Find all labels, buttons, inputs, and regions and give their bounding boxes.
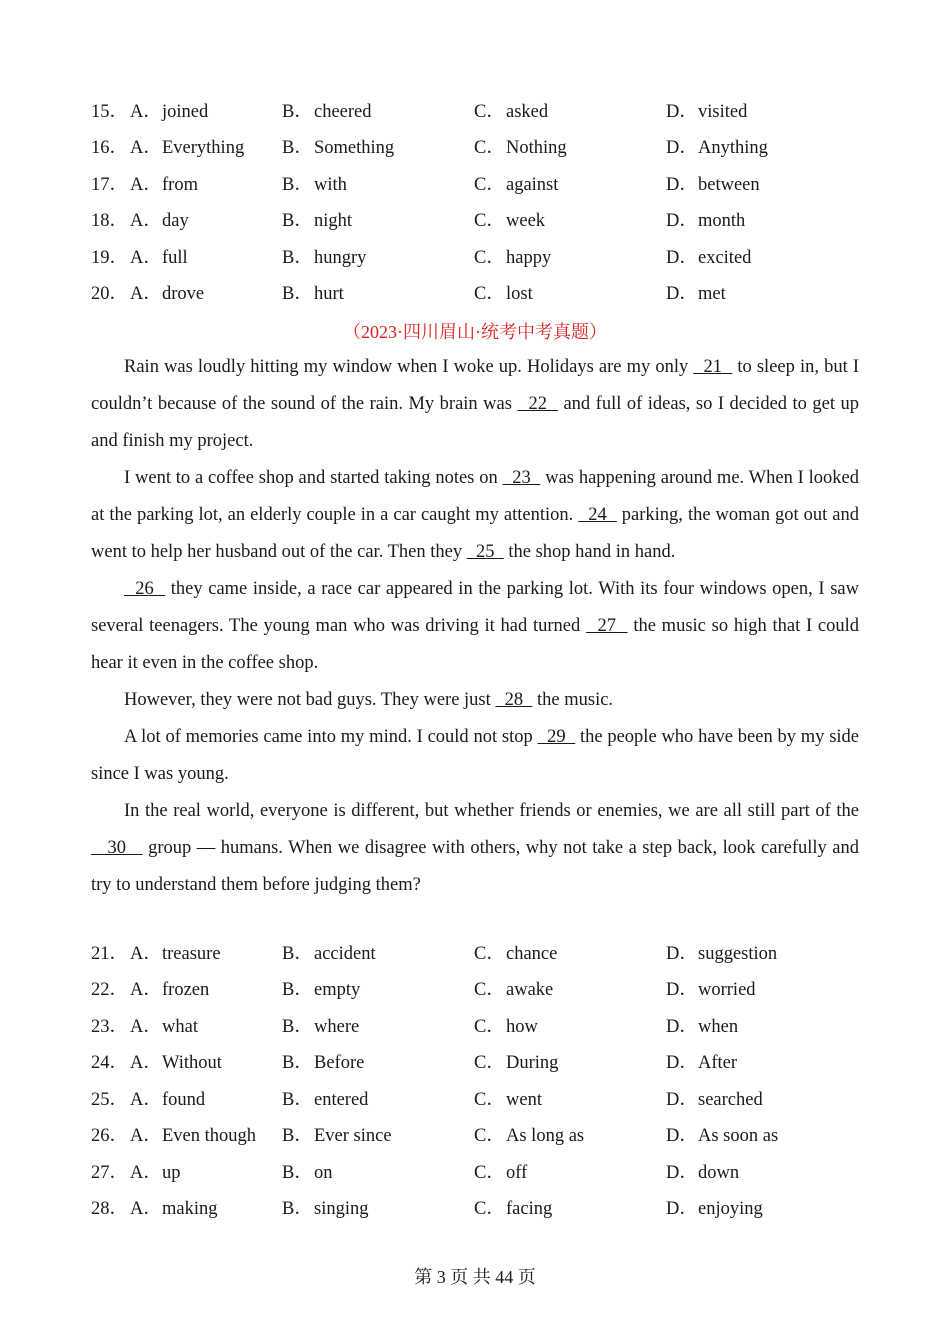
option-a: A．joined bbox=[130, 102, 209, 122]
option-d: D．enjoying bbox=[666, 1199, 763, 1219]
blank-26: 26 bbox=[124, 579, 166, 599]
option-b: B．night bbox=[282, 211, 353, 231]
question-number: 22． bbox=[91, 980, 129, 1000]
option-b: B．with bbox=[282, 175, 347, 195]
option-b: B．Before bbox=[282, 1053, 365, 1073]
option-b: B．Ever since bbox=[282, 1126, 392, 1146]
question-number: 20． bbox=[91, 284, 129, 304]
option-b: B．empty bbox=[282, 980, 361, 1000]
question-number: 15． bbox=[91, 102, 129, 122]
option-d: D．As soon as bbox=[666, 1126, 779, 1146]
option-a: A．day bbox=[130, 211, 189, 231]
option-d: D．month bbox=[666, 211, 746, 231]
option-c: C．Nothing bbox=[474, 138, 567, 158]
blank-29: 29 bbox=[537, 727, 576, 747]
option-d: D．worried bbox=[666, 980, 756, 1000]
option-c: C．chance bbox=[474, 944, 558, 964]
option-d: D．Anything bbox=[666, 138, 768, 158]
question-number: 19． bbox=[91, 248, 129, 268]
option-d: D．visited bbox=[666, 102, 748, 122]
option-c: C．awake bbox=[474, 980, 554, 1000]
option-a: A．Everything bbox=[130, 138, 245, 158]
option-a: A．found bbox=[130, 1090, 206, 1110]
option-b: B．cheered bbox=[282, 102, 372, 122]
blank-27: 27 bbox=[586, 616, 628, 636]
question-number: 27． bbox=[91, 1163, 129, 1183]
option-c: C．how bbox=[474, 1017, 538, 1037]
question-number: 21． bbox=[91, 944, 129, 964]
question-number: 17． bbox=[91, 175, 129, 195]
paragraph-4: However, they were not bad guys. They were just 28 the music. bbox=[124, 690, 614, 710]
question-number: 18． bbox=[91, 211, 129, 231]
blank-22: 22 bbox=[517, 394, 558, 414]
option-row bbox=[91, 1085, 871, 1115]
question-number: 24． bbox=[91, 1053, 129, 1073]
option-a: A．drove bbox=[130, 284, 205, 304]
option-row bbox=[91, 133, 871, 163]
option-c: C．week bbox=[474, 211, 546, 231]
option-c: C．facing bbox=[474, 1199, 553, 1219]
option-b: B．where bbox=[282, 1017, 360, 1037]
passage bbox=[91, 349, 859, 904]
option-c: C．During bbox=[474, 1053, 559, 1073]
option-b: B．accident bbox=[282, 944, 376, 964]
option-a: A．making bbox=[130, 1199, 218, 1219]
option-row bbox=[91, 939, 871, 969]
option-c: C．went bbox=[474, 1090, 542, 1110]
option-row bbox=[91, 279, 871, 309]
blank-21: 21 bbox=[693, 357, 733, 377]
option-row bbox=[91, 975, 871, 1005]
option-a: A．frozen bbox=[130, 980, 210, 1000]
option-c: C．lost bbox=[474, 284, 533, 304]
option-b: B．hurt bbox=[282, 284, 344, 304]
option-d: D．excited bbox=[666, 248, 752, 268]
option-b: B．Something bbox=[282, 138, 395, 158]
paragraph-2: I went to a coffee shop and started taking notes on 23 was happening around me. When I looked at the parking lot, an elderly couple in a car caught my attention. 24 parking, the woman got out and went to help her husband out of the car. Then they 25 the shop hand in hand. bbox=[91, 468, 860, 562]
question-number: 25． bbox=[91, 1090, 129, 1110]
blank-24: 24 bbox=[578, 505, 617, 525]
option-row bbox=[91, 1012, 871, 1042]
option-c: C．against bbox=[474, 175, 559, 195]
option-c: C．off bbox=[474, 1163, 528, 1183]
blank-25: 25 bbox=[466, 542, 504, 562]
page-footer: 第 3 页 共 44 页 bbox=[414, 1267, 536, 1287]
source-heading: （2023·四川眉山·统考中考真题） bbox=[343, 322, 607, 342]
option-d: D．down bbox=[666, 1163, 740, 1183]
option-b: B．hungry bbox=[282, 248, 367, 268]
option-a: A．Without bbox=[130, 1053, 222, 1073]
option-row bbox=[91, 1121, 871, 1151]
question-number: 26． bbox=[91, 1126, 129, 1146]
paragraph-1: Rain was loudly hitting my window when I woke up. Holidays are my only 21 to sleep in, but I couldn’t because of the sound of the rain. My brain was 22 and full of ideas, so I decided to get up and finish my project. bbox=[91, 357, 860, 451]
blank-23: 23 bbox=[502, 468, 541, 488]
blank-30: 30 bbox=[91, 838, 143, 858]
option-d: D．After bbox=[666, 1053, 738, 1073]
option-a: A．up bbox=[130, 1163, 181, 1183]
option-row bbox=[91, 1158, 871, 1188]
option-d: D．suggestion bbox=[666, 944, 778, 964]
option-c: C．asked bbox=[474, 102, 549, 122]
option-b: B．singing bbox=[282, 1199, 369, 1219]
option-row bbox=[91, 243, 871, 273]
option-d: D．when bbox=[666, 1017, 739, 1037]
option-a: A．Even though bbox=[130, 1126, 257, 1146]
option-c: C．happy bbox=[474, 248, 552, 268]
option-d: D．met bbox=[666, 284, 726, 304]
option-d: D．between bbox=[666, 175, 760, 195]
option-b: B．entered bbox=[282, 1090, 369, 1110]
option-row bbox=[91, 1194, 871, 1224]
question-number: 16． bbox=[91, 138, 129, 158]
blank-28: 28 bbox=[495, 690, 533, 710]
option-row bbox=[91, 206, 871, 236]
option-b: B．on bbox=[282, 1163, 333, 1183]
paragraph-6: In the real world, everyone is different, but whether friends or enemies, we are all still part of the 30 group — humans. When we disagree with others, why not take a step back, look carefully and try to understand them before judging them? bbox=[91, 801, 860, 895]
paragraph-3: 26 they came inside, a race car appeared in the parking lot. With its four windows open, I saw several teenagers. The young man who was driving it had turned 27 the music so high that I could hear it even in the coffee shop. bbox=[91, 579, 859, 673]
option-a: A．full bbox=[130, 248, 188, 268]
option-a: A．treasure bbox=[130, 944, 221, 964]
option-a: A．from bbox=[130, 175, 198, 195]
option-c: C．As long as bbox=[474, 1126, 585, 1146]
option-row bbox=[91, 170, 871, 200]
paragraph-5: A lot of memories came into my mind. I could not stop 29 the people who have been by my side since I was young. bbox=[91, 727, 860, 784]
option-d: D．searched bbox=[666, 1090, 763, 1110]
question-number: 28． bbox=[91, 1199, 129, 1219]
option-row bbox=[91, 97, 871, 127]
question-number: 23． bbox=[91, 1017, 129, 1037]
option-a: A．what bbox=[130, 1017, 198, 1037]
option-row bbox=[91, 1048, 871, 1078]
